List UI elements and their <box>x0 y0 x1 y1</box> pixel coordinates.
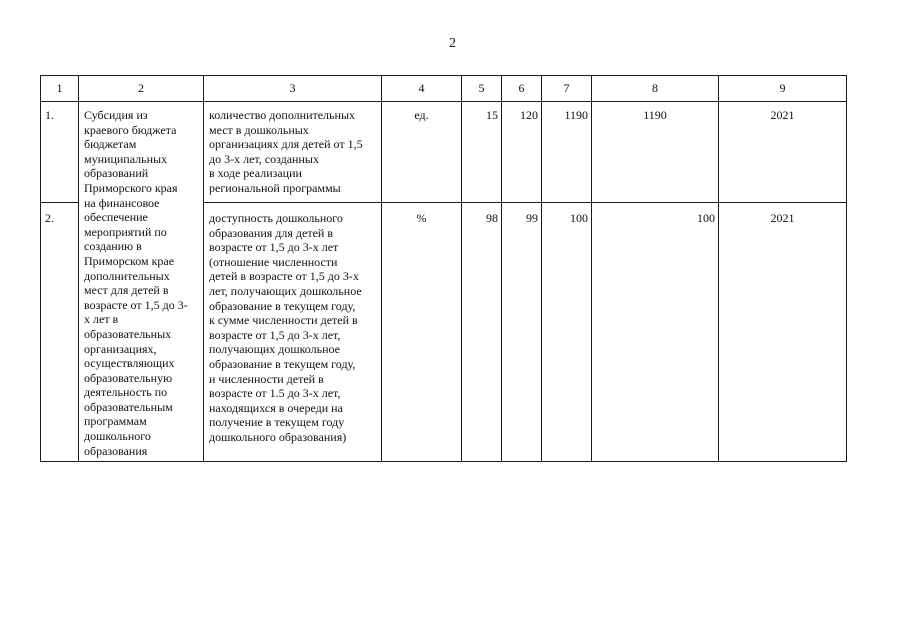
value-col6: 99 <box>502 203 542 462</box>
unit-cell: ед. <box>382 102 462 203</box>
header-cell-1: 1 <box>41 76 79 102</box>
indicator-text: количество дополнительных мест в дошкольных организациях для детей от 1,5 до 3-х лет, созданных в ходе реализации региональной программы <box>209 108 363 195</box>
subsidy-name: Субсидия из краевого бюджета бюджетам муниципальных образований Приморского края на финансовое обеспечение мероприятий по созданию в Приморском крае дополнительных мест для детей в возрасте от 1,5 до 3- х лет в образовательных организациях, осуществляющих образовательную деятельность по образовательным программам дошкольного образования <box>84 108 188 458</box>
header-cell-8: 8 <box>592 76 719 102</box>
header-cell-9: 9 <box>719 76 847 102</box>
indicator-cell <box>204 102 382 203</box>
table-row <box>41 102 847 203</box>
value-col7: 100 <box>542 203 592 462</box>
header-cell-5: 5 <box>462 76 502 102</box>
value-col5: 15 <box>462 102 502 203</box>
header-cell-3: 3 <box>204 76 382 102</box>
indicators-table <box>40 75 847 462</box>
value-col8: 1190 <box>592 102 719 203</box>
subsidy-name-cell <box>79 102 204 462</box>
year-cell: 2021 <box>719 102 847 203</box>
header-cell-7: 7 <box>542 76 592 102</box>
header-row <box>41 76 847 102</box>
row-number: 2. <box>41 203 79 462</box>
value-col7: 1190 <box>542 102 592 203</box>
value-col6: 120 <box>502 102 542 203</box>
indicator-cell <box>204 203 382 462</box>
value-col5: 98 <box>462 203 502 462</box>
unit-cell: % <box>382 203 462 462</box>
header-cell-6: 6 <box>502 76 542 102</box>
header-cell-2: 2 <box>79 76 204 102</box>
page-number: 2 <box>449 36 456 51</box>
row-number: 1. <box>41 102 79 203</box>
indicator-text: доступность дошкольного образования для детей в возрасте от 1,5 до 3-х лет (отношение численности детей в возрасте от 1,5 до 3-х лет, получающих дошкольное образование в текущем году, к сумме численности детей в возрасте от 1,5 до 3-х лет, получающих дошкольное образование в текущем году, и численности детей в возрасте от 1.5 до 3-х лет, находящихся в очереди на получение в текущем году дошкольного образования) <box>209 211 362 444</box>
year-cell: 2021 <box>719 203 847 462</box>
header-cell-4: 4 <box>382 76 462 102</box>
value-col8: 100 <box>592 203 719 462</box>
